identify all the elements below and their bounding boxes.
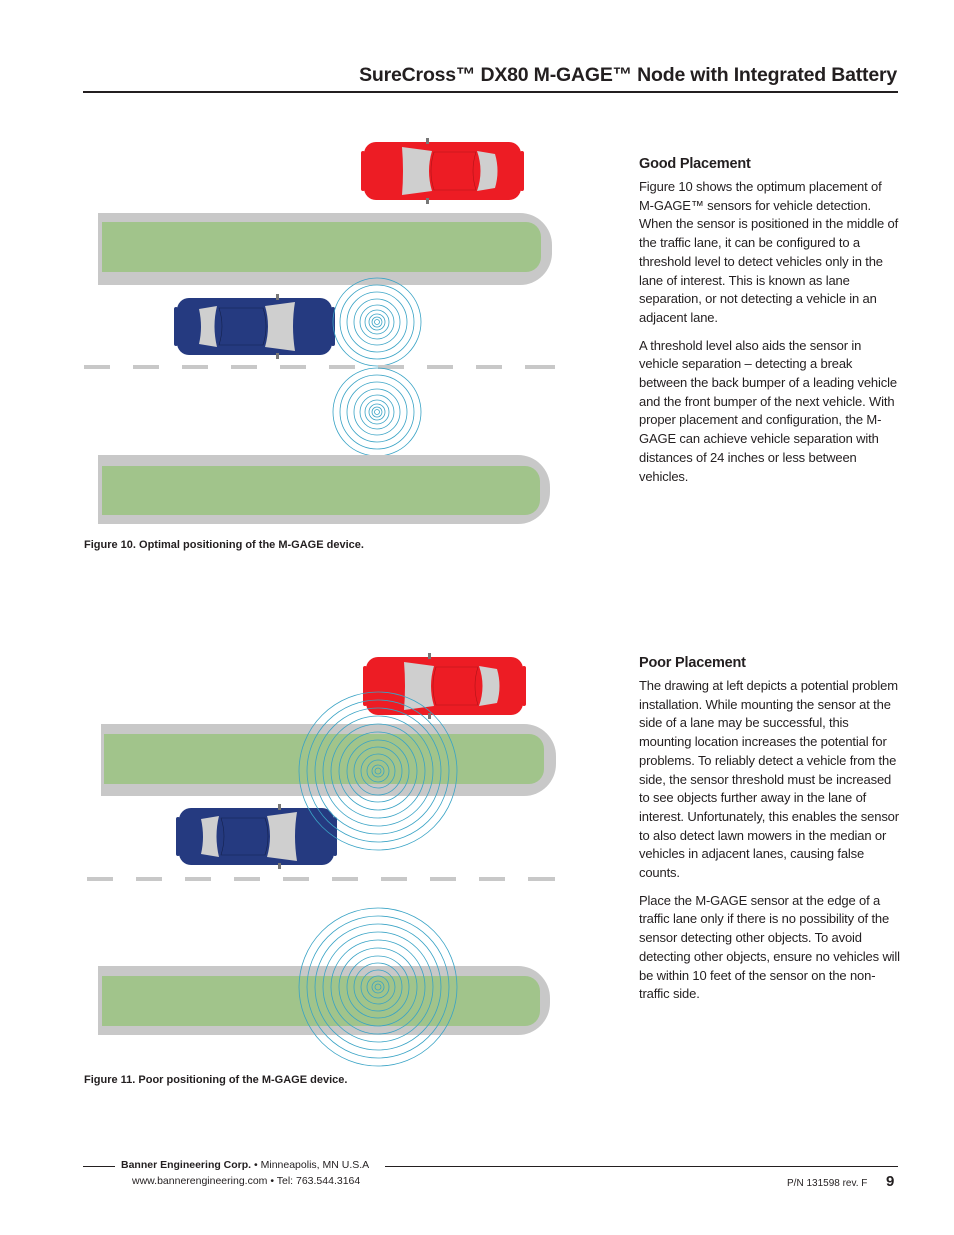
good-placement-section [639, 156, 899, 495]
figure-11-diagram [0, 640, 600, 1070]
sensor-rings [333, 278, 421, 366]
median-grass [102, 466, 540, 515]
median-grass [102, 976, 540, 1026]
good-placement-heading: Good Placement [639, 156, 751, 172]
blue-car [174, 294, 335, 359]
figure-10-diagram [0, 130, 600, 540]
footer-contact: www.bannerengineering.com • Tel: 763.544.3164 [132, 1175, 361, 1187]
footer-company [121, 1159, 369, 1171]
good-placement-paragraph: Figure 10 shows the optimum placement of M-GAGE™ sensors for vehicle detection. When the sensor is positioned in the middle of the traffic lane, it can be configured to a threshold level to detect vehicles only in the lane of interest. This is known as lane separation, or not detecting a vehicle in an adjacent lane. [639, 179, 899, 325]
figure-10-caption: Figure 10. Optimal positioning of the M-GAGE device. [84, 539, 364, 551]
figure-11-caption: Figure 11. Poor positioning of the M-GAGE device. [84, 1074, 348, 1086]
company-location: • Minneapolis, MN U.S.A [251, 1159, 370, 1171]
blue-car [176, 804, 337, 869]
median-grass [102, 222, 541, 272]
poor-placement-section [639, 655, 901, 1013]
footer-divider [385, 1166, 898, 1167]
poor-placement-heading: Poor Placement [639, 655, 746, 671]
sensor-rings [333, 368, 421, 456]
part-number: P/N 131598 rev. F [787, 1178, 868, 1189]
poor-placement-paragraph: The drawing at left depicts a potential problem installation. While mounting the sensor at the side of a lane may be successful, this mounting location increases the potential for problems. To reliably detect a vehicle from the side, the sensor threshold must be increased to see objects further away in the lane of interest. Unfortunately, this enables the sensor to also detect lawn mowers in the median or vehicles in adjacent lanes, causing false counts. [639, 678, 899, 881]
footer-divider [83, 1166, 115, 1167]
poor-placement-paragraph: Place the M-GAGE sensor at the edge of a traffic lane only if there is no possibility of the sensor detecting other objects. To avoid detecting other objects, ensure no vehicles will be within 10 feet of the sensor on the non-traffic side. [639, 892, 900, 1002]
red-car [361, 138, 524, 204]
page-title: SureCross™ DX80 M-GAGE™ Node with Integrated Battery [359, 64, 897, 86]
good-placement-paragraph: A threshold level also aids the sensor in vehicle separation – detecting a break between the back bumper of a leading vehicle and the front bumper of the next vehicle. With proper placement and configuration, the M-GAGE can achieve vehicle separation with distances of 24 inches or less between vehicles. [639, 337, 897, 484]
page-number: 9 [886, 1173, 895, 1190]
company-name: Banner Engineering Corp. [121, 1159, 252, 1171]
header-divider [83, 91, 898, 93]
